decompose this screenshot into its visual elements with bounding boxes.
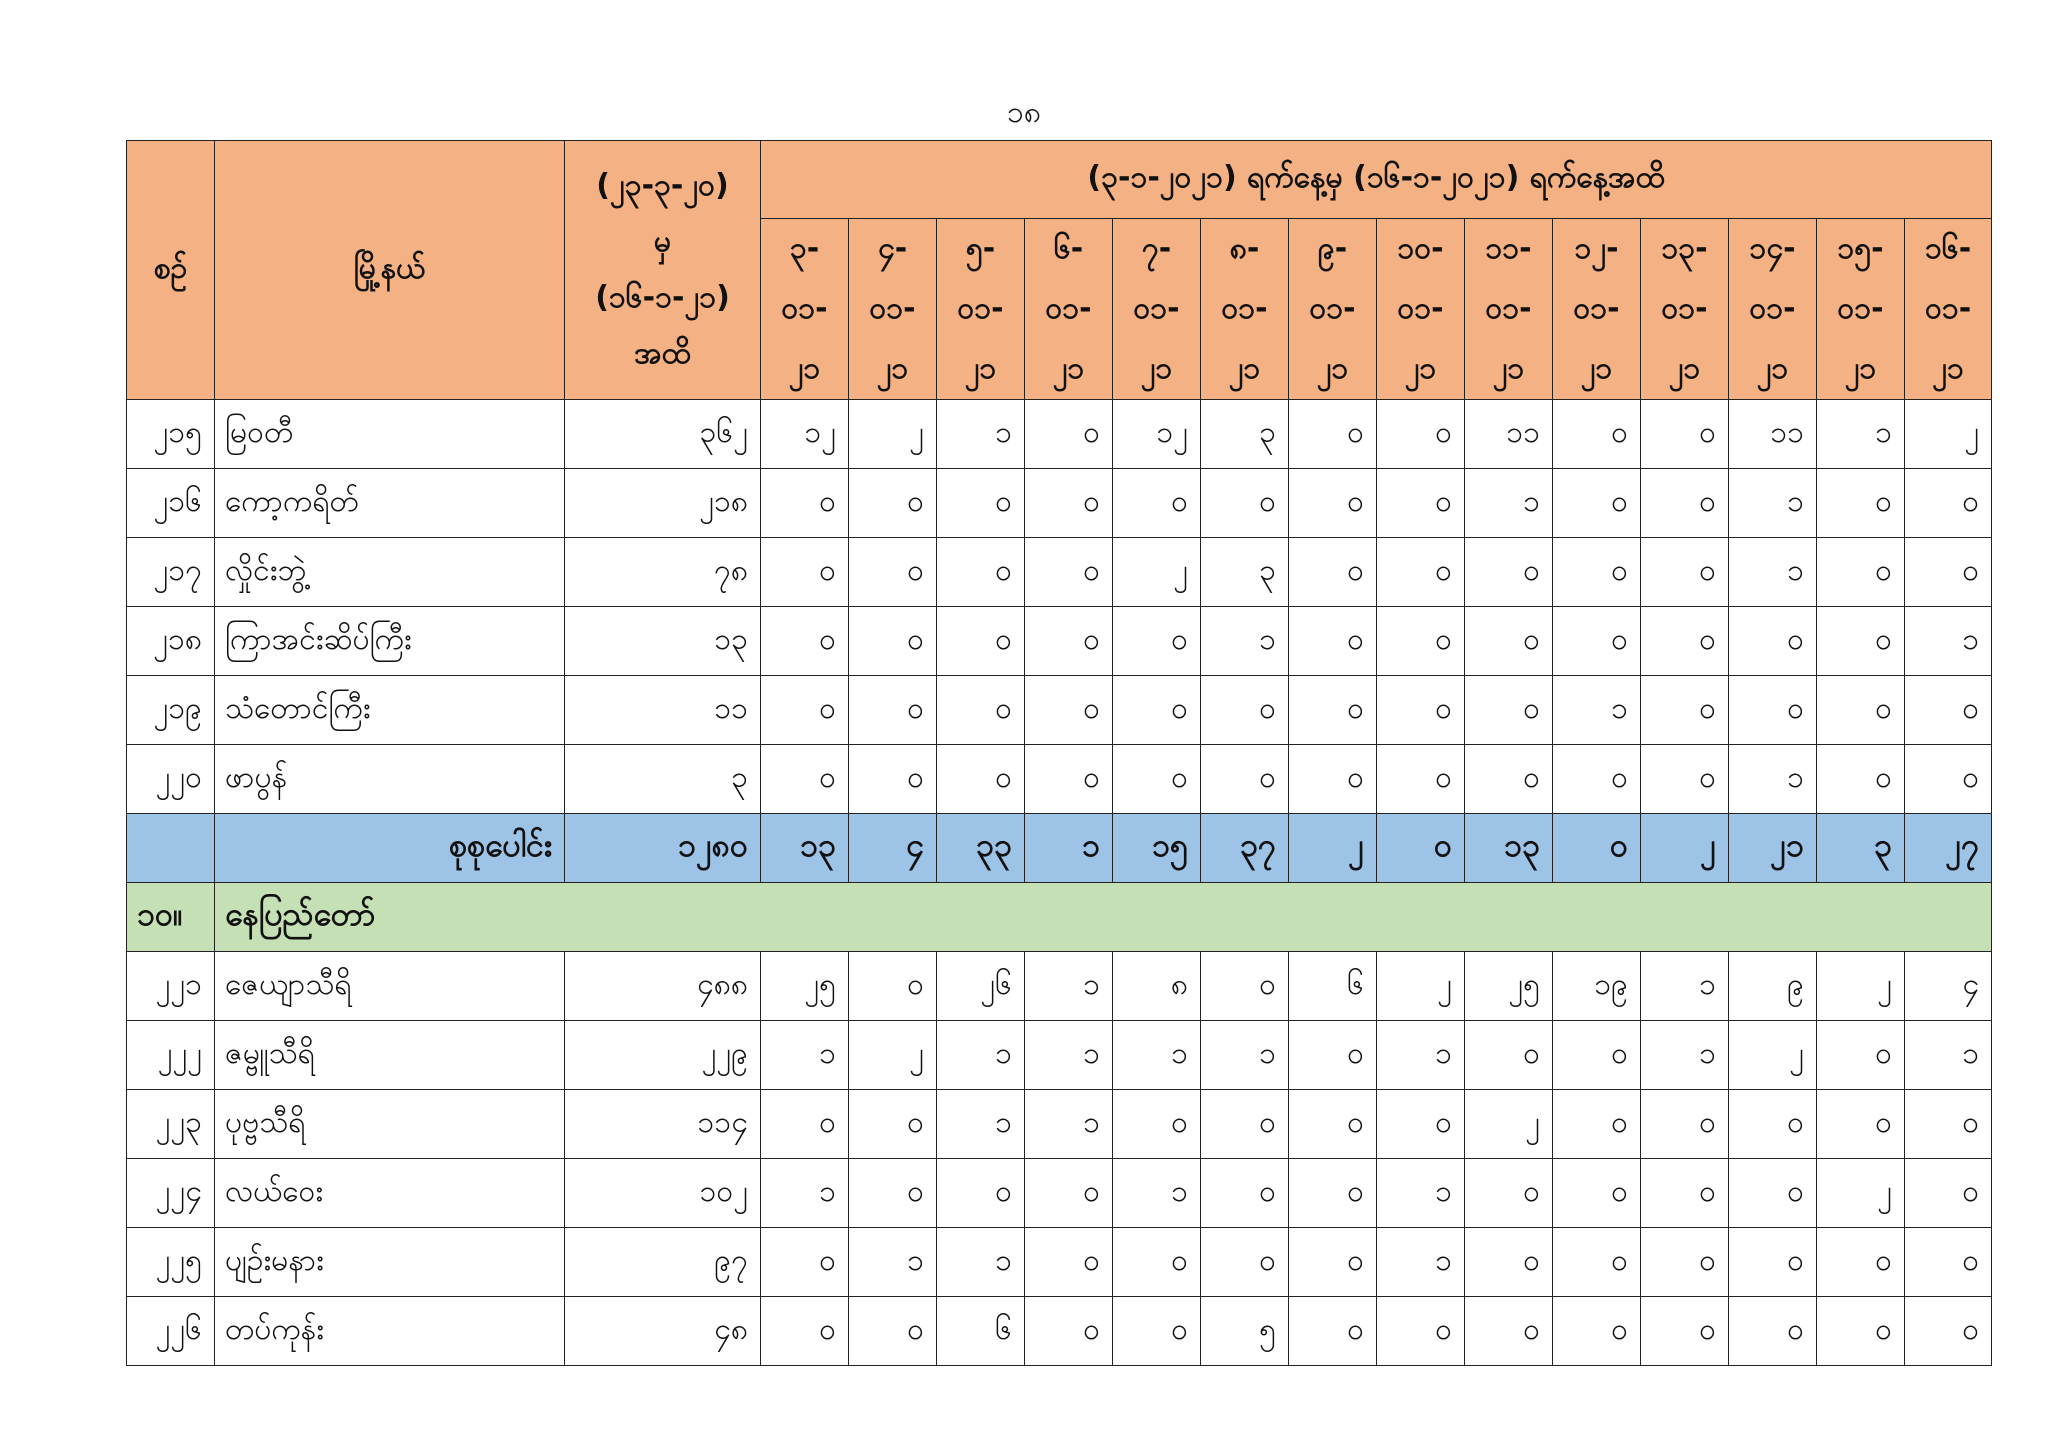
daily-cell: ၁ bbox=[937, 1228, 1025, 1297]
daily-cell: ၀ bbox=[761, 1090, 849, 1159]
daily-cell: ၃ bbox=[1201, 538, 1289, 607]
township-cell: လှိုင်းဘွဲ့ bbox=[215, 538, 565, 607]
daily-cell: ၀ bbox=[1377, 400, 1465, 469]
daily-cell: ၀ bbox=[1465, 538, 1553, 607]
daily-cell: ၀ bbox=[1553, 1228, 1641, 1297]
township-cell: ပျဉ်းမနား bbox=[215, 1228, 565, 1297]
date-header: ၁၂- ၀၁- ၂၁ bbox=[1553, 219, 1641, 400]
daily-cell: ၁ bbox=[1905, 607, 1992, 676]
daily-cell: ၀ bbox=[1465, 1021, 1553, 1090]
daily-cell: ၂ bbox=[1729, 1021, 1817, 1090]
region-name: နေပြည်တော် bbox=[215, 883, 1992, 952]
daily-cell: ၀ bbox=[1201, 676, 1289, 745]
daily-cell: ၀ bbox=[1025, 400, 1113, 469]
date-header: ၆- ၀၁- ၂၁ bbox=[1025, 219, 1113, 400]
daily-cell: ၀ bbox=[1905, 1090, 1992, 1159]
page-number: ၁၈ bbox=[1006, 95, 1041, 130]
total-daily-cell: ၂၁ bbox=[1729, 814, 1817, 883]
daily-cell: ၀ bbox=[1289, 469, 1377, 538]
township-cell: ပုဗ္ဗသီရိ bbox=[215, 1090, 565, 1159]
cumulative-cell: ၉၇ bbox=[565, 1228, 761, 1297]
daily-cell: ၀ bbox=[1465, 607, 1553, 676]
daily-cell: ၀ bbox=[1289, 538, 1377, 607]
daily-cell: ၀ bbox=[849, 952, 937, 1021]
sr-cell: ၂၂၀ bbox=[127, 745, 215, 814]
daily-cell: ၀ bbox=[1553, 1297, 1641, 1366]
daily-cell: ၀ bbox=[1905, 1228, 1992, 1297]
total-daily-cell: ၂၇ bbox=[1905, 814, 1992, 883]
daily-cell: ၀ bbox=[849, 1090, 937, 1159]
daily-cell: ၀ bbox=[761, 607, 849, 676]
total-row bbox=[127, 814, 1992, 883]
daily-cell: ၁၉ bbox=[1553, 952, 1641, 1021]
daily-cell: ၁ bbox=[1113, 1021, 1201, 1090]
daily-cell: ၁ bbox=[1201, 1021, 1289, 1090]
period-header: (၃-၁-၂၀၂၁) ရက်နေ့မှ (၁၆-၁-၂၀၂၁) ရက်နေ့အထိ bbox=[761, 141, 1992, 219]
daily-cell: ၀ bbox=[849, 538, 937, 607]
total-cumulative-cell: ၁၂၈၀ bbox=[565, 814, 761, 883]
daily-cell: ၀ bbox=[1377, 1090, 1465, 1159]
daily-cell: ၀ bbox=[1377, 607, 1465, 676]
daily-cell: ၀ bbox=[1465, 745, 1553, 814]
date-header: ၅- ၀၁- ၂၁ bbox=[937, 219, 1025, 400]
daily-cell: ၀ bbox=[1201, 469, 1289, 538]
daily-cell: ၀ bbox=[1729, 1159, 1817, 1228]
daily-cell: ၀ bbox=[1025, 469, 1113, 538]
daily-cell: ၅ bbox=[1201, 1297, 1289, 1366]
cumulative-cell: ၄၈၈ bbox=[565, 952, 761, 1021]
daily-cell: ၄ bbox=[1905, 952, 1992, 1021]
daily-cell: ၀ bbox=[1641, 469, 1729, 538]
sr-header: စဉ် bbox=[127, 141, 215, 400]
daily-cell: ၀ bbox=[1025, 676, 1113, 745]
daily-cell: ၀ bbox=[761, 1228, 849, 1297]
total-daily-cell: ၁၃ bbox=[1465, 814, 1553, 883]
daily-cell: ၀ bbox=[849, 676, 937, 745]
daily-cell: ၀ bbox=[849, 469, 937, 538]
daily-cell: ၀ bbox=[937, 469, 1025, 538]
daily-cell: ၀ bbox=[1113, 745, 1201, 814]
cumulative-cell: ၁၀၂ bbox=[565, 1159, 761, 1228]
daily-cell: ၀ bbox=[937, 745, 1025, 814]
daily-cell: ၀ bbox=[1113, 469, 1201, 538]
daily-cell: ၁၂ bbox=[1113, 400, 1201, 469]
daily-cell: ၀ bbox=[1113, 676, 1201, 745]
table-row bbox=[127, 400, 1992, 469]
daily-cell: ၀ bbox=[1113, 1228, 1201, 1297]
daily-cell: ၂၆ bbox=[937, 952, 1025, 1021]
table-row bbox=[127, 952, 1992, 1021]
daily-cell: ၂ bbox=[1465, 1090, 1553, 1159]
daily-cell: ၀ bbox=[1025, 745, 1113, 814]
cumulative-cell: ၂၁၈ bbox=[565, 469, 761, 538]
daily-cell: ၁ bbox=[849, 1228, 937, 1297]
cumulative-cell: ၄၈ bbox=[565, 1297, 761, 1366]
daily-cell: ၀ bbox=[1817, 1297, 1905, 1366]
cumulative-cell: ၇၈ bbox=[565, 538, 761, 607]
total-daily-cell: ၃၇ bbox=[1201, 814, 1289, 883]
daily-cell: ၀ bbox=[761, 1297, 849, 1366]
daily-cell: ၀ bbox=[1553, 400, 1641, 469]
cumulative-cell: ၂၂၉ bbox=[565, 1021, 761, 1090]
daily-cell: ၀ bbox=[1817, 1090, 1905, 1159]
total-daily-cell: ၀ bbox=[1377, 814, 1465, 883]
daily-cell: ၉ bbox=[1729, 952, 1817, 1021]
daily-cell: ၀ bbox=[1905, 538, 1992, 607]
township-cell: ဇမ္ဗူသီရိ bbox=[215, 1021, 565, 1090]
daily-cell: ၀ bbox=[1025, 1297, 1113, 1366]
daily-cell: ၁ bbox=[1465, 469, 1553, 538]
township-cell: တပ်ကုန်း bbox=[215, 1297, 565, 1366]
daily-cell: ၀ bbox=[1905, 1159, 1992, 1228]
sr-cell: ၂၁၇ bbox=[127, 538, 215, 607]
table-row bbox=[127, 538, 1992, 607]
daily-cell: ၀ bbox=[1289, 1021, 1377, 1090]
table-row bbox=[127, 1021, 1992, 1090]
table-row bbox=[127, 745, 1992, 814]
daily-cell: ၀ bbox=[1729, 1228, 1817, 1297]
sr-cell: ၂၂၂ bbox=[127, 1021, 215, 1090]
daily-cell: ၀ bbox=[1729, 676, 1817, 745]
daily-cell: ၁ bbox=[761, 1159, 849, 1228]
daily-cell: ၁ bbox=[1729, 745, 1817, 814]
daily-cell: ၁ bbox=[937, 1090, 1025, 1159]
daily-cell: ၀ bbox=[1553, 1090, 1641, 1159]
daily-cell: ၀ bbox=[1817, 676, 1905, 745]
daily-cell: ၀ bbox=[1641, 400, 1729, 469]
daily-cell: ၀ bbox=[849, 607, 937, 676]
daily-cell: ၀ bbox=[1113, 1297, 1201, 1366]
sr-cell: ၂၂၄ bbox=[127, 1159, 215, 1228]
daily-cell: ၀ bbox=[761, 469, 849, 538]
total-sr-cell bbox=[127, 814, 215, 883]
daily-cell: ၀ bbox=[1905, 745, 1992, 814]
daily-cell: ၀ bbox=[1817, 607, 1905, 676]
township-cell: ဇေယျာသီရိ bbox=[215, 952, 565, 1021]
total-label: စုစုပေါင်း bbox=[215, 814, 565, 883]
daily-cell: ၁ bbox=[1025, 1021, 1113, 1090]
daily-cell: ၀ bbox=[1201, 952, 1289, 1021]
daily-cell: ၈ bbox=[1113, 952, 1201, 1021]
daily-cell: ၀ bbox=[1641, 1159, 1729, 1228]
date-header: ၁၀- ၀၁- ၂၁ bbox=[1377, 219, 1465, 400]
total-daily-cell: ၁၃ bbox=[761, 814, 849, 883]
cumulative-cell: ၁၃ bbox=[565, 607, 761, 676]
daily-cell: ၁ bbox=[937, 400, 1025, 469]
daily-cell: ၀ bbox=[1553, 745, 1641, 814]
daily-cell: ၂ bbox=[1905, 400, 1992, 469]
daily-cell: ၀ bbox=[1729, 1090, 1817, 1159]
date-header: ၉- ၀၁- ၂၁ bbox=[1289, 219, 1377, 400]
daily-cell: ၀ bbox=[937, 538, 1025, 607]
daily-cell: ၂၅ bbox=[761, 952, 849, 1021]
daily-cell: ၁ bbox=[1553, 676, 1641, 745]
daily-cell: ၁ bbox=[1113, 1159, 1201, 1228]
date-header: ၇- ၀၁- ၂၁ bbox=[1113, 219, 1201, 400]
daily-cell: ၆ bbox=[1289, 952, 1377, 1021]
table-row bbox=[127, 1228, 1992, 1297]
daily-cell: ၀ bbox=[1641, 1297, 1729, 1366]
daily-cell: ၀ bbox=[1641, 676, 1729, 745]
daily-cell: ၂၅ bbox=[1465, 952, 1553, 1021]
daily-cell: ၂ bbox=[849, 400, 937, 469]
township-cell: ဖာပွန် bbox=[215, 745, 565, 814]
daily-cell: ၀ bbox=[1817, 469, 1905, 538]
daily-cell: ၀ bbox=[1817, 538, 1905, 607]
daily-cell: ၁ bbox=[1641, 952, 1729, 1021]
daily-cell: ၀ bbox=[937, 676, 1025, 745]
daily-cell: ၁ bbox=[1729, 538, 1817, 607]
daily-cell: ၀ bbox=[1465, 1228, 1553, 1297]
daily-cell: ၆ bbox=[937, 1297, 1025, 1366]
cumulative-cell: ၁၁၄ bbox=[565, 1090, 761, 1159]
daily-cell: ၁၂ bbox=[761, 400, 849, 469]
daily-cell: ၀ bbox=[1201, 1090, 1289, 1159]
daily-cell: ၁ bbox=[1641, 1021, 1729, 1090]
daily-cell: ၀ bbox=[849, 1159, 937, 1228]
daily-cell: ၀ bbox=[1553, 607, 1641, 676]
daily-cell: ၀ bbox=[1553, 1021, 1641, 1090]
table-row bbox=[127, 607, 1992, 676]
region-number: ၁၀။ bbox=[127, 883, 215, 952]
daily-cell: ၀ bbox=[1553, 538, 1641, 607]
daily-cell: ၀ bbox=[1641, 607, 1729, 676]
sr-cell: ၂၁၅ bbox=[127, 400, 215, 469]
cumulative-cell: ၃ bbox=[565, 745, 761, 814]
daily-cell: ၀ bbox=[1553, 469, 1641, 538]
daily-cell: ၀ bbox=[1201, 1228, 1289, 1297]
table-row bbox=[127, 676, 1992, 745]
township-cell: ကြာအင်းဆိပ်ကြီး bbox=[215, 607, 565, 676]
date-header: ၁၄- ၀၁- ၂၁ bbox=[1729, 219, 1817, 400]
daily-cell: ၀ bbox=[1553, 1159, 1641, 1228]
cumulative-header: (၂၃-၃-၂၀) မှ (၁၆-၁-၂၁) အထိ bbox=[565, 141, 761, 400]
daily-cell: ၁၁ bbox=[1729, 400, 1817, 469]
daily-cell: ၁ bbox=[1201, 607, 1289, 676]
covid-cases-table bbox=[126, 140, 1992, 1366]
daily-cell: ၀ bbox=[1641, 745, 1729, 814]
daily-cell: ၂ bbox=[1817, 952, 1905, 1021]
sr-cell: ၂၂၅ bbox=[127, 1228, 215, 1297]
total-daily-cell: ၀ bbox=[1553, 814, 1641, 883]
cumulative-cell: ၁၁ bbox=[565, 676, 761, 745]
daily-cell: ၀ bbox=[761, 676, 849, 745]
sr-cell: ၂၂၃ bbox=[127, 1090, 215, 1159]
daily-cell: ၀ bbox=[1817, 1021, 1905, 1090]
daily-cell: ၀ bbox=[1025, 607, 1113, 676]
daily-cell: ၀ bbox=[1905, 469, 1992, 538]
daily-cell: ၁ bbox=[1025, 1090, 1113, 1159]
daily-cell: ၀ bbox=[1905, 1297, 1992, 1366]
total-daily-cell: ၁ bbox=[1025, 814, 1113, 883]
daily-cell: ၃ bbox=[1201, 400, 1289, 469]
daily-cell: ၀ bbox=[1201, 745, 1289, 814]
daily-cell: ၁ bbox=[1377, 1021, 1465, 1090]
daily-cell: ၀ bbox=[937, 607, 1025, 676]
daily-cell: ၁ bbox=[761, 1021, 849, 1090]
daily-cell: ၀ bbox=[1289, 1159, 1377, 1228]
date-header: ၁၁- ၀၁- ၂၁ bbox=[1465, 219, 1553, 400]
daily-cell: ၁ bbox=[1377, 1228, 1465, 1297]
daily-cell: ၀ bbox=[1465, 1159, 1553, 1228]
daily-cell: ၀ bbox=[1377, 469, 1465, 538]
total-daily-cell: ၃၃ bbox=[937, 814, 1025, 883]
sr-cell: ၂၁၉ bbox=[127, 676, 215, 745]
township-header: မြို့နယ် bbox=[215, 141, 565, 400]
daily-cell: ၀ bbox=[1025, 1159, 1113, 1228]
daily-cell: ၀ bbox=[1113, 1090, 1201, 1159]
daily-cell: ၀ bbox=[1641, 1090, 1729, 1159]
daily-cell: ၀ bbox=[1289, 745, 1377, 814]
date-header: ၃- ၀၁- ၂၁ bbox=[761, 219, 849, 400]
daily-cell: ၂ bbox=[1377, 952, 1465, 1021]
daily-cell: ၁ bbox=[1817, 400, 1905, 469]
daily-cell: ၀ bbox=[1377, 745, 1465, 814]
table-row bbox=[127, 1297, 1992, 1366]
date-header: ၁၆- ၀၁- ၂၁ bbox=[1905, 219, 1992, 400]
sr-cell: ၂၁၈ bbox=[127, 607, 215, 676]
daily-cell: ၀ bbox=[1641, 1228, 1729, 1297]
daily-cell: ၀ bbox=[1729, 607, 1817, 676]
daily-cell: ၀ bbox=[1025, 1228, 1113, 1297]
daily-cell: ၀ bbox=[761, 538, 849, 607]
daily-cell: ၀ bbox=[1289, 400, 1377, 469]
sr-cell: ၂၂၆ bbox=[127, 1297, 215, 1366]
table-row bbox=[127, 469, 1992, 538]
daily-cell: ၁ bbox=[1377, 1159, 1465, 1228]
date-header: ၁၅- ၀၁- ၂၁ bbox=[1817, 219, 1905, 400]
daily-cell: ၀ bbox=[1817, 1228, 1905, 1297]
total-daily-cell: ၁၅ bbox=[1113, 814, 1201, 883]
daily-cell: ၁ bbox=[1729, 469, 1817, 538]
daily-cell: ၀ bbox=[937, 1159, 1025, 1228]
daily-cell: ၀ bbox=[1289, 1228, 1377, 1297]
daily-cell: ၀ bbox=[1817, 745, 1905, 814]
daily-cell: ၀ bbox=[1465, 1297, 1553, 1366]
township-cell: သံတောင်ကြီး bbox=[215, 676, 565, 745]
daily-cell: ၀ bbox=[1377, 1297, 1465, 1366]
daily-cell: ၀ bbox=[1113, 607, 1201, 676]
cumulative-cell: ၃၆၂ bbox=[565, 400, 761, 469]
total-daily-cell: ၂ bbox=[1641, 814, 1729, 883]
daily-cell: ၀ bbox=[1289, 676, 1377, 745]
daily-cell: ၀ bbox=[1465, 676, 1553, 745]
sr-cell: ၂၂၁ bbox=[127, 952, 215, 1021]
total-daily-cell: ၂ bbox=[1289, 814, 1377, 883]
daily-cell: ၀ bbox=[1289, 1297, 1377, 1366]
daily-cell: ၂ bbox=[1113, 538, 1201, 607]
township-cell: ကော့ကရိတ် bbox=[215, 469, 565, 538]
daily-cell: ၀ bbox=[761, 745, 849, 814]
date-header: ၄- ၀၁- ၂၁ bbox=[849, 219, 937, 400]
daily-cell: ၁ bbox=[937, 1021, 1025, 1090]
sr-cell: ၂၁၆ bbox=[127, 469, 215, 538]
daily-cell: ၀ bbox=[1289, 1090, 1377, 1159]
township-cell: လယ်ဝေး bbox=[215, 1159, 565, 1228]
date-header: ၈- ၀၁- ၂၁ bbox=[1201, 219, 1289, 400]
daily-cell: ၀ bbox=[1201, 1159, 1289, 1228]
table-row bbox=[127, 1159, 1992, 1228]
daily-cell: ၀ bbox=[849, 745, 937, 814]
daily-cell: ၀ bbox=[1641, 538, 1729, 607]
daily-cell: ၀ bbox=[1377, 538, 1465, 607]
daily-cell: ၀ bbox=[1025, 538, 1113, 607]
daily-cell: ၂ bbox=[1817, 1159, 1905, 1228]
daily-cell: ၀ bbox=[1905, 676, 1992, 745]
total-daily-cell: ၄ bbox=[849, 814, 937, 883]
daily-cell: ၀ bbox=[1289, 607, 1377, 676]
total-daily-cell: ၃ bbox=[1817, 814, 1905, 883]
daily-cell: ၁ bbox=[1025, 952, 1113, 1021]
table-row bbox=[127, 1090, 1992, 1159]
daily-cell: ၀ bbox=[1377, 676, 1465, 745]
daily-cell: ၁ bbox=[1905, 1021, 1992, 1090]
daily-cell: ၀ bbox=[849, 1297, 937, 1366]
daily-cell: ၂ bbox=[849, 1021, 937, 1090]
township-cell: မြဝတီ bbox=[215, 400, 565, 469]
daily-cell: ၀ bbox=[1729, 1297, 1817, 1366]
region-row bbox=[127, 883, 1992, 952]
daily-cell: ၁၁ bbox=[1465, 400, 1553, 469]
date-header: ၁၃- ၀၁- ၂၁ bbox=[1641, 219, 1729, 400]
